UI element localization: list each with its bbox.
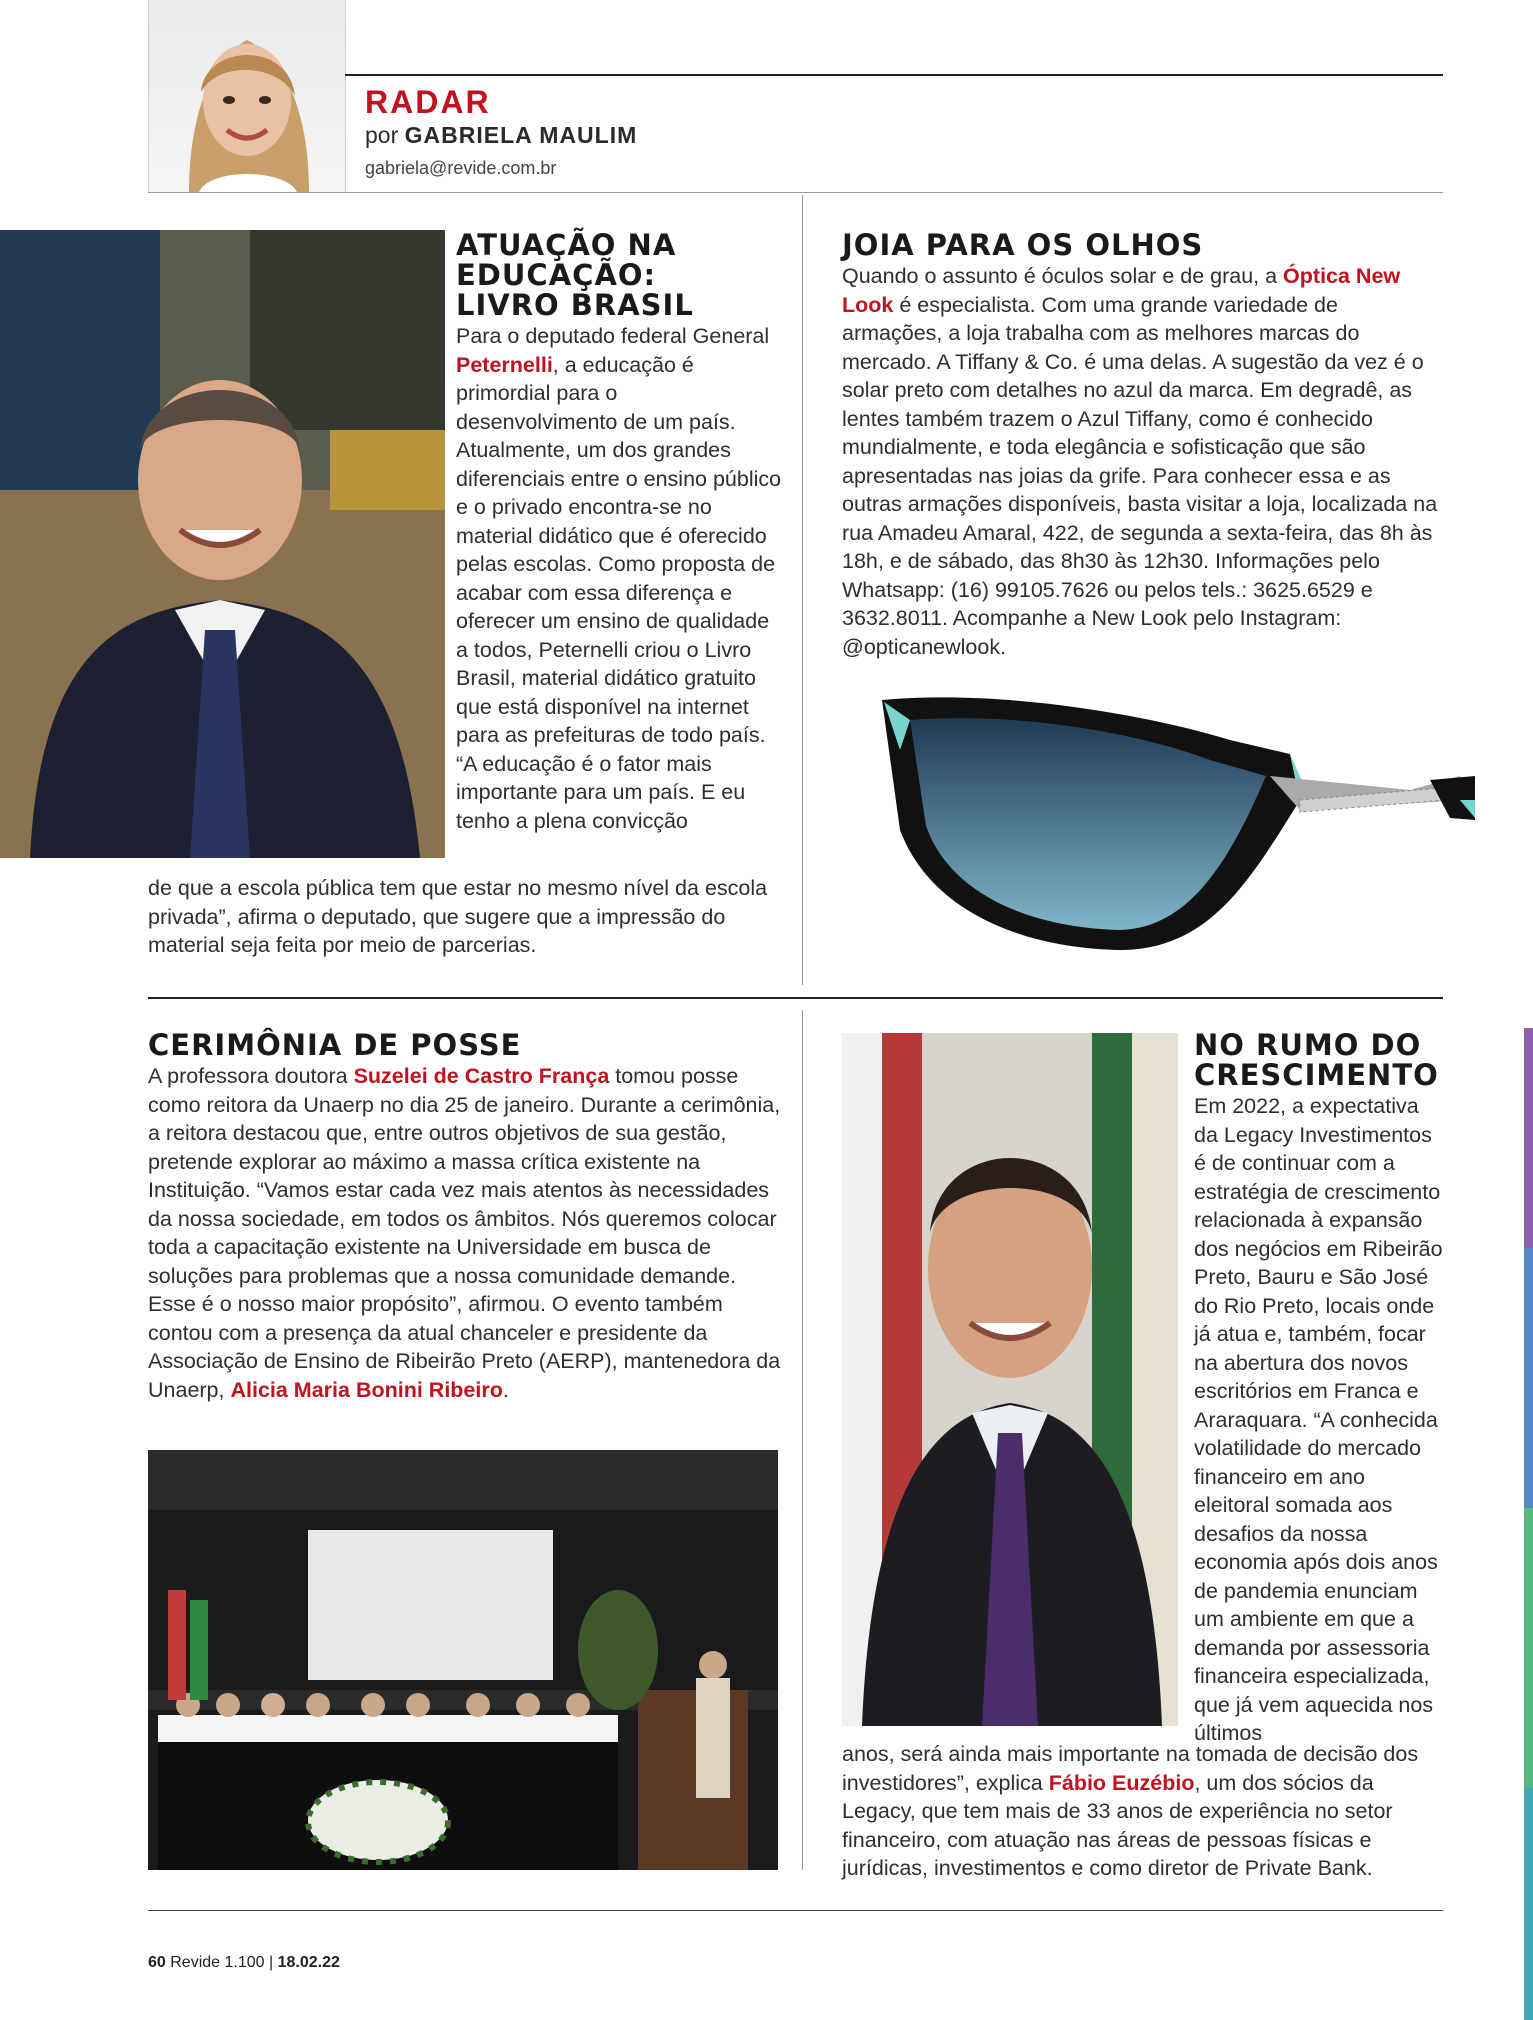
heading-line-2: CRESCIMENTO [1194,1058,1439,1092]
section-title: RADAR [365,84,491,120]
livro-brasil-heading [456,230,776,320]
footer-rule [148,1910,1443,1911]
ceremony-photo [148,1450,778,1870]
byline-prefix: por [365,122,399,148]
author-email[interactable]: gabriela@revide.com.br [365,158,557,178]
column-divider-bottom [802,1010,803,1870]
posse-heading: CERIMÔNIA DE POSSE [148,1028,522,1062]
person-name-highlight: Peternelli [456,352,553,377]
crescimento-body-wide [842,1740,1450,1883]
reitora-name-highlight: Suzelei de Castro França [353,1064,610,1088]
heading-line-3: LIVRO BRASIL [456,288,694,322]
body-text: , a educação é primordial para o desenvolvimento de um país. Atualmente, um dos grandes diferenciais entre o ensino público e o privado encontra-se no material didático que é oferecido pelas escolas. Como proposta de acabar com essa diferença e oferecer um ensino de qualidade a todos, Peternelli criou o Livro Brasil, material didático gratuito que está disponível na internet para as prefeituras de todo país. “A educação é o fator mais importante para um país. E eu tenho a plena convicção [456,352,782,833]
livro-brasil-body-wide: de que a escola pública tem que estar no mesmo nível da escola privada”, afirma o deputado, que sugere que a impressão do material seja feita por meio de parcerias. [148,876,768,957]
byline-name: GABRIELA MAULIM [404,122,638,148]
body-text: Para o deputado federal General [456,324,770,348]
posse-body [148,1062,782,1404]
column-divider-top [802,195,803,985]
middle-rule [148,997,1443,999]
body-text: tomou posse como reitora da Unaerp no dia 25 de janeiro. Durante a cerimônia, a reitora destacou que, entre outros objetivos de sua gestão, pretende explorar ao máximo a massa crítica existente na Instituição. “Vamos estar cada vez mais atentos às necessidades da nossa sociedade, em todos os âmbitos. Nós queremos colocar toda a capacitação existente na Universidade em busca de soluções para problemas que a nossa comunidade demande. Esse é o nosso maior propósito”, afirmou. O evento também contou com a presença da atual chanceler e presidente da Associação de Ensino de Ribeirão Preto (AERP), mantenedora da Unaerp, [148,1064,781,1402]
header-rule [345,74,1443,76]
footer [148,1954,340,1972]
joia-body [842,262,1442,661]
body-text: . [502,1377,509,1402]
livro-brasil-body [456,322,782,835]
heading-line-1: ATUAÇÃO NA [456,228,677,262]
section-tab-blue [1524,1248,1533,1508]
byline [365,122,637,149]
sunglasses-image [870,680,1480,960]
body-text: é especialista. Com uma grande variedade de armações, a loja trabalha com as melhores marcas do mercado. A Tiffany & Co. é uma delas. A sugestão da vez é o solar preto com detalhes no azul da marca. Em degradê, as lentes também trazem o Azul Tiffany, como é conhecido mundialmente, e toda elegância e sofisticação que são apresentadas nas joias da grife. Para conhecer essa e as outras armações disponíveis, basta visitar a loja, localizada na rua Amadeu Amaral, 422, de segunda a sexta-feira, das 8h às 18h, e de sábado, das 8h30 às 12h30. Informações pelo Whatsapp: (16) 99105.7626 ou pelos tels.: 3625.6529 e 3632.8011. Acompanhe a New Look pelo Instagram: @opticanewlook. [842,292,1438,659]
section-tab-purple [1524,1028,1533,1248]
magazine-issue: Revide 1.100 [170,1954,265,1971]
header-bottom-rule [148,192,1443,193]
heading-line-1: NO RUMO DO [1194,1028,1422,1062]
joia-heading: JOIA PARA OS OLHOS [842,228,1204,262]
body-text: , um dos sócios da Legacy, que tem mais de 33 anos de experiência no setor financeiro, com atuação nas áreas de pessoas físicas e jurídicas, investimentos e como diretor de Private Bank. [842,1770,1393,1880]
executive-name-highlight: Fábio Euzébio [1048,1770,1195,1795]
columnist-photo [148,0,346,193]
page-number: 60 [148,1954,166,1971]
crescimento-body: Em 2022, a expectativa da Legacy Investimentos é de continuar com a estratégia de crescimento relacionada à expansão dos negócios em Ribeirão Preto, Bauru e São José do Rio Preto, locais onde já atua e, também, focar na abertura dos novos escritórios em Franca e Araraquara. “A conhecida volatilidade do mercado financeiro em ano eleitoral somada aos desafios da nossa economia após dois anos de pandemia enunciam um ambiente em que a demanda por assessoria financeira especializada, que já vem aquecida nos últimos [1194,1094,1443,1745]
section-tab-green [1524,1508,1533,1788]
store-name-highlight: Óptica New Look [842,264,1401,317]
peternelli-photo [0,230,445,858]
body-text: Quando o assunto é óculos solar e de grau, a [842,264,1284,288]
heading-line-2: EDUCAÇÃO: [456,258,657,292]
issue-date: 18.02.22 [277,1954,340,1971]
section-tab-teal [1524,1788,1533,2020]
chanceler-name-highlight: Alicia Maria Bonini Ribeiro [230,1377,503,1402]
body-text: A professora doutora [148,1064,354,1088]
fabio-euzebio-photo [842,1033,1178,1726]
body-text: anos, será ainda mais importante na tomada de decisão dos investidores”, explica [842,1742,1419,1795]
footer-separator: | [269,1954,274,1971]
crescimento-heading [1194,1030,1454,1090]
